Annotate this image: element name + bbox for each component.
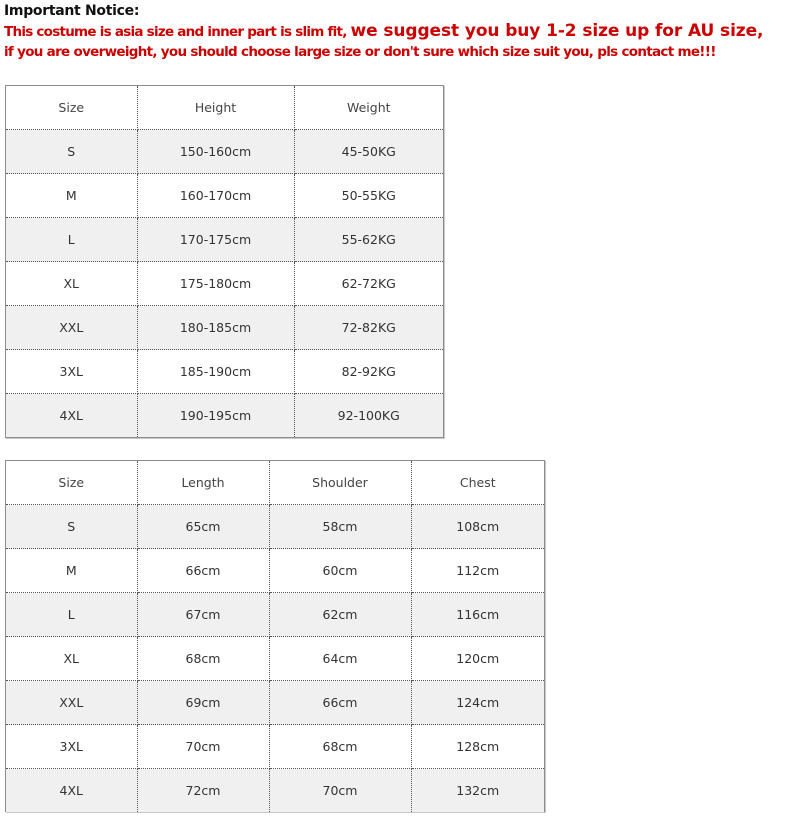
table-row — [6, 130, 443, 174]
column-header-weight: Weight — [294, 86, 443, 130]
length-cell: 66cm — [137, 549, 269, 593]
table-row — [6, 681, 544, 725]
notice-line-2: if you are overweight, you should choose large size or don't sure which size suit you, pls contact me!!! — [4, 44, 716, 60]
height-cell: 160-170cm — [137, 174, 294, 218]
table-row — [6, 218, 443, 262]
weight-cell: 92-100KG — [294, 394, 443, 438]
table-row — [6, 174, 443, 218]
height-weight-size-table — [5, 85, 444, 438]
size-cell: XL — [6, 637, 137, 681]
size-cell: S — [6, 130, 137, 174]
column-header-length: Length — [137, 461, 269, 505]
table-row — [6, 637, 544, 681]
length-cell: 70cm — [137, 725, 269, 769]
column-header-shoulder: Shoulder — [269, 461, 411, 505]
table-header-row — [6, 461, 544, 505]
length-cell: 68cm — [137, 637, 269, 681]
shoulder-cell: 60cm — [269, 549, 411, 593]
weight-cell: 50-55KG — [294, 174, 443, 218]
notice-line-1-text: This costume is asia size and inner part is slim fit, — [4, 24, 351, 40]
size-cell: L — [6, 218, 137, 262]
chest-cell: 128cm — [411, 725, 544, 769]
shoulder-cell: 66cm — [269, 681, 411, 725]
weight-cell: 62-72KG — [294, 262, 443, 306]
weight-cell: 45-50KG — [294, 130, 443, 174]
height-cell: 175-180cm — [137, 262, 294, 306]
shoulder-cell: 70cm — [269, 769, 411, 813]
column-header-height: Height — [137, 86, 294, 130]
table-row — [6, 394, 443, 438]
column-header-size: Size — [6, 86, 137, 130]
height-cell: 180-185cm — [137, 306, 294, 350]
chest-cell: 108cm — [411, 505, 544, 549]
table-row — [6, 769, 544, 813]
table-row — [6, 505, 544, 549]
size-cell: 3XL — [6, 350, 137, 394]
chest-cell: 124cm — [411, 681, 544, 725]
weight-cell: 82-92KG — [294, 350, 443, 394]
size-cell: XXL — [6, 681, 137, 725]
shoulder-cell: 64cm — [269, 637, 411, 681]
column-header-chest: Chest — [411, 461, 544, 505]
height-cell: 185-190cm — [137, 350, 294, 394]
garment-measurement-table — [5, 460, 545, 812]
size-cell: M — [6, 549, 137, 593]
table-header-row — [6, 86, 443, 130]
weight-cell: 72-82KG — [294, 306, 443, 350]
chest-cell: 120cm — [411, 637, 544, 681]
size-cell: S — [6, 505, 137, 549]
chest-cell: 112cm — [411, 549, 544, 593]
length-cell: 67cm — [137, 593, 269, 637]
height-cell: 150-160cm — [137, 130, 294, 174]
chest-cell: 132cm — [411, 769, 544, 813]
table-row — [6, 262, 443, 306]
height-cell: 170-175cm — [137, 218, 294, 262]
shoulder-cell: 68cm — [269, 725, 411, 769]
weight-cell: 55-62KG — [294, 218, 443, 262]
length-cell: 69cm — [137, 681, 269, 725]
size-cell: 3XL — [6, 725, 137, 769]
table-row — [6, 725, 544, 769]
table-row — [6, 549, 544, 593]
notice-title: Important Notice: — [4, 3, 140, 19]
table-row — [6, 306, 443, 350]
shoulder-cell: 62cm — [269, 593, 411, 637]
size-cell: 4XL — [6, 769, 137, 813]
size-cell: XXL — [6, 306, 137, 350]
important-notice — [4, 2, 796, 62]
size-cell: M — [6, 174, 137, 218]
chest-cell: 116cm — [411, 593, 544, 637]
height-cell: 190-195cm — [137, 394, 294, 438]
table-row — [6, 593, 544, 637]
length-cell: 72cm — [137, 769, 269, 813]
notice-line-1 — [4, 21, 796, 43]
shoulder-cell: 58cm — [269, 505, 411, 549]
size-cell: L — [6, 593, 137, 637]
notice-line-1-emphasis: we suggest you buy 1-2 size up for AU size, — [350, 21, 764, 41]
table-row — [6, 350, 443, 394]
column-header-size: Size — [6, 461, 137, 505]
size-cell: XL — [6, 262, 137, 306]
length-cell: 65cm — [137, 505, 269, 549]
size-cell: 4XL — [6, 394, 137, 438]
